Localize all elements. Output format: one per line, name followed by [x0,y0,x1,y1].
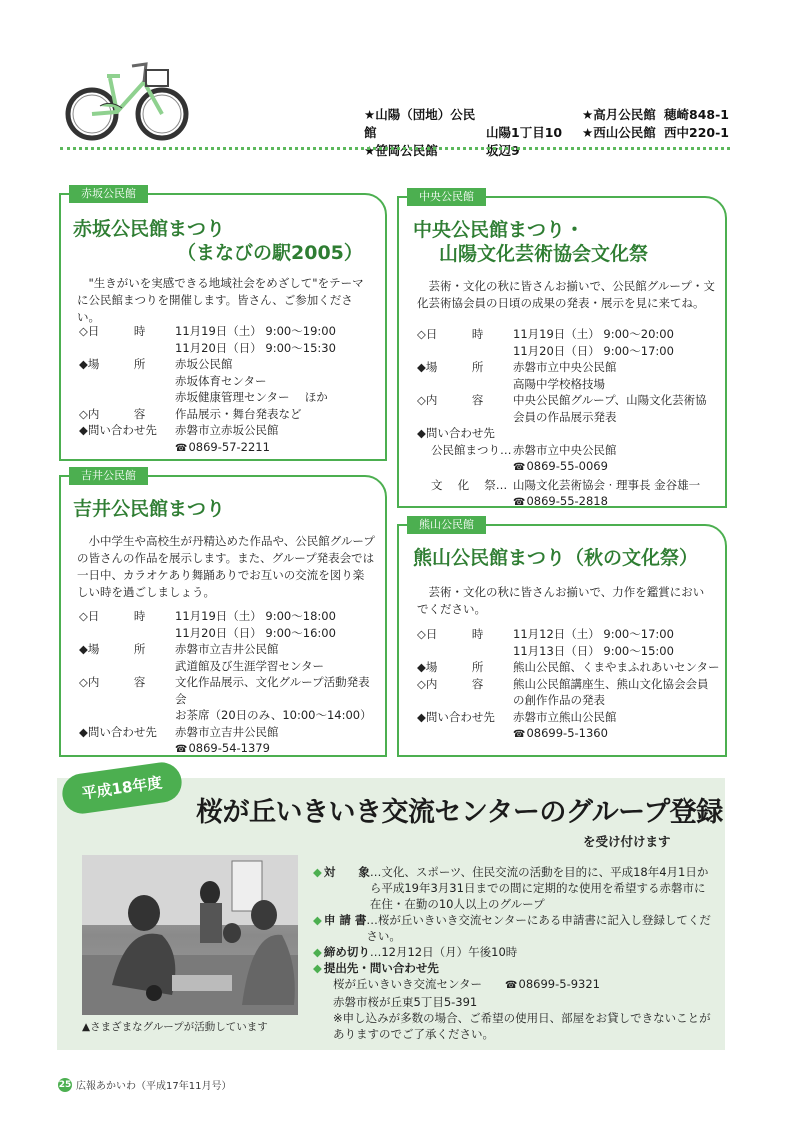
apply-label: 申 請 書 [323,913,367,927]
place-value: 武道館及び生涯学習センター [175,658,325,673]
registration-title: 桜が丘いきいき交流センターのグループ登録 [196,797,723,828]
phone-number: 0869-57-2211 [188,439,270,454]
hall-tag: 吉井公民館 [69,467,148,485]
content-label: ◇内 容 [417,676,484,691]
group-activity-photo [82,855,298,1015]
date-label: ◇日 時 [79,609,146,623]
contact-label: ◆問い合わせ先 [79,423,157,437]
phone-icon: ☎ [505,980,518,991]
date-value: 11月12日（土） 9:00〜17:00 [513,627,674,641]
date-label: ◇日 時 [417,327,484,341]
contact-address: 赤磐市桜が丘東5丁目5-391 [333,995,478,1009]
date-value: 11月20日（日） 9:00〜17:00 [513,343,674,358]
phone-icon: ☎ [513,462,526,473]
hall-tag: 熊山公民館 [407,516,486,534]
hall-tag: 中央公民館 [407,188,486,206]
contact-sub-label: 公民館まつり… [431,442,512,457]
page-number: 25 [58,1079,72,1090]
hall-name: ★山陽（団地）公民館 [364,107,476,140]
place-label: ◆場 所 [79,357,146,371]
event-title-line1: 熊山公民館まつり（秋の文化祭） [413,547,699,569]
event-intro: 小中学生や高校生が丹精込めた作品や、公民館グループの皆さんの作品を展示します。また、グループ発表会では一日中、カラオケあり舞踊ありでお互いの交流を図り楽しい時を過ごしましょう。 [77,534,375,599]
event-title [413,546,698,570]
hall-address: 坂辺9 [486,143,520,158]
hall-list-right [582,106,729,142]
date-value: 11月20日（日） 9:00〜16:00 [175,625,336,640]
kumayama-event-box [397,518,727,757]
hall-address: 山陽1丁目10 [486,125,563,140]
place-value: 赤磐市立中央公民館 [513,360,617,374]
contact-value: 赤磐市立熊山公民館 [513,709,617,724]
content-value: 熊山公民館講座生、熊山文化協会会員 [513,676,709,691]
contact-sub-value: 赤磐市立中央公民館 [513,442,617,457]
diamond-bullet-icon: ◆ [313,913,322,927]
content-value: 作品展示・舞台発表など [175,406,302,421]
phone-number: 0869-55-2818 [526,494,608,508]
contact-name: 桜が丘いきいき交流センター [333,977,483,991]
publication-name: 広報あかいわ（平成17年11月号） [76,1081,232,1092]
event-intro: 芸術・文化の秋に皆さんお揃いで、公民館グループ・文化芸術協会員の日頃の成果の発表・展示を見に来てね。 [417,279,715,310]
event-intro: 芸術・文化の秋に皆さんお揃いで、力作を鑑賞においでください。 [417,585,705,616]
hall-address: 穂崎848-1 [664,107,729,122]
hall-name: ★笹岡公民館 [364,143,438,158]
diamond-bullet-icon: ◆ [313,865,322,879]
date-value: 11月19日（土） 9:00〜20:00 [513,327,674,341]
dotted-divider [60,147,730,150]
event-title-line1: 赤坂公民館まつり [73,218,226,240]
content-value: の創作作品の発表 [513,693,605,707]
contact-value: 赤磐市立赤坂公民館 [175,423,279,437]
phone-number: 0869-54-1379 [188,741,270,755]
event-title [73,217,363,265]
target-value: …文化、スポーツ、住民交流の活動を目的に、平成18年4月1日から平成19年3月31日までの間に定期的な使用を希望する赤磐市に在住・在勤の10人以上のグループ [369,865,709,911]
phone-number: 08699-5-1360 [526,726,608,740]
event-intro: "生きがいを実感できる地域社会をめざして"をテーマに公民館まつりを開催します。皆さん、ご参加ください。 [77,276,364,324]
phone-icon: ☎ [513,497,526,508]
photo-caption: ▲さまざまなグループが活動しています [82,1021,268,1033]
contact-value: 赤磐市立吉井公民館 [175,724,279,739]
contact-label: ◆問い合わせ先 [79,724,157,739]
contact-sub-label: 文 化 祭… [431,477,508,492]
target-label: 対 象 [323,865,370,879]
date-value: 11月19日（土） 9:00〜19:00 [175,324,336,338]
event-title-line2: 山陽文化芸術協会文化祭 [439,243,649,265]
phone-icon: ☎ [175,744,188,755]
contact-phone: 08699-5-9321 [518,977,600,991]
phone-icon: ☎ [175,442,188,454]
place-label: ◆場 所 [417,660,484,674]
place-label: ◆場 所 [417,360,484,374]
contact-label: ◆問い合わせ先 [417,426,495,440]
hall-name: ★高月公民館 [582,107,656,122]
date-value: 11月19日（土） 9:00〜18:00 [175,609,336,623]
event-title [413,218,648,266]
page-footer [58,1077,231,1092]
event-title-line2: （まなびの駅2005） [177,242,363,264]
event-details [417,326,723,512]
contact-label: 提出先・問い合わせ先 [323,961,439,975]
registration-note: ※申し込みが多数の場合、ご希望の使用日、部屋をお貸しできないことがありますのでご了承ください。 [333,1011,711,1041]
content-label: ◇内 容 [79,406,146,421]
place-value: 赤磐市立吉井公民館 [175,642,279,656]
year-badge-text: 平成18年度 [80,773,164,803]
place-value: 高陽中学校格技場 [513,376,605,391]
phone-number: 0869-55-0069 [526,459,608,473]
diamond-bullet-icon: ◆ [313,961,322,975]
place-label: ◆場 所 [79,642,146,656]
deadline-value: …12月12日（月）午後10時 [369,945,518,959]
place-value: 熊山公民館、くまやまふれあいセンター [513,660,720,674]
content-label: ◇内 容 [79,675,146,689]
deadline-label: 締め切り [323,945,370,959]
date-label: ◇日 時 [417,627,484,641]
event-details [417,626,723,744]
event-title-line1: 吉井公民館まつり [73,498,226,520]
content-value: 文化作品展示、文化グループ活動発表会 [175,675,370,706]
content-value: お茶席（20日のみ、10:00〜14:00） [175,708,372,722]
apply-value: …桜が丘いきいき交流センターにある申請書に記入し登録してください。 [366,913,711,943]
date-label: ◇日 時 [79,324,146,338]
yoshii-event-box [59,469,387,757]
event-title [73,497,225,521]
event-details [79,323,379,457]
bicycle-illustration [62,52,192,142]
registration-subtitle: を受け付けます [583,834,671,849]
diamond-bullet-icon: ◆ [313,945,322,959]
event-title-line1: 中央公民館まつり・ [413,219,585,241]
akasaka-event-box [59,187,387,461]
date-value: 11月13日（日） 9:00〜15:00 [513,643,674,658]
hall-name: ★西山公民館 [582,125,656,140]
hall-tag: 赤坂公民館 [69,185,148,203]
content-value: 会員の作品展示発表 [513,409,617,424]
hall-address: 西中220-1 [664,125,729,140]
contact-label: ◆問い合わせ先 [417,709,495,724]
event-details [79,608,379,759]
content-label: ◇内 容 [417,393,484,407]
hall-list-left [364,106,562,160]
phone-icon: ☎ [513,729,526,740]
place-value: 赤坂健康管理センター ほか [175,390,328,404]
chuo-event-box [397,190,727,508]
place-value: 赤坂体育センター [175,373,267,388]
date-value: 11月20日（日） 9:00〜15:30 [175,340,336,355]
registration-details [313,864,713,1042]
contact-sub-value: 山陽文化芸術協会 · 理事長 金谷雄一 [513,477,701,492]
place-value: 赤坂公民館 [175,357,233,371]
content-value: 中央公民館グループ、山陽文化芸術協 [513,393,707,407]
